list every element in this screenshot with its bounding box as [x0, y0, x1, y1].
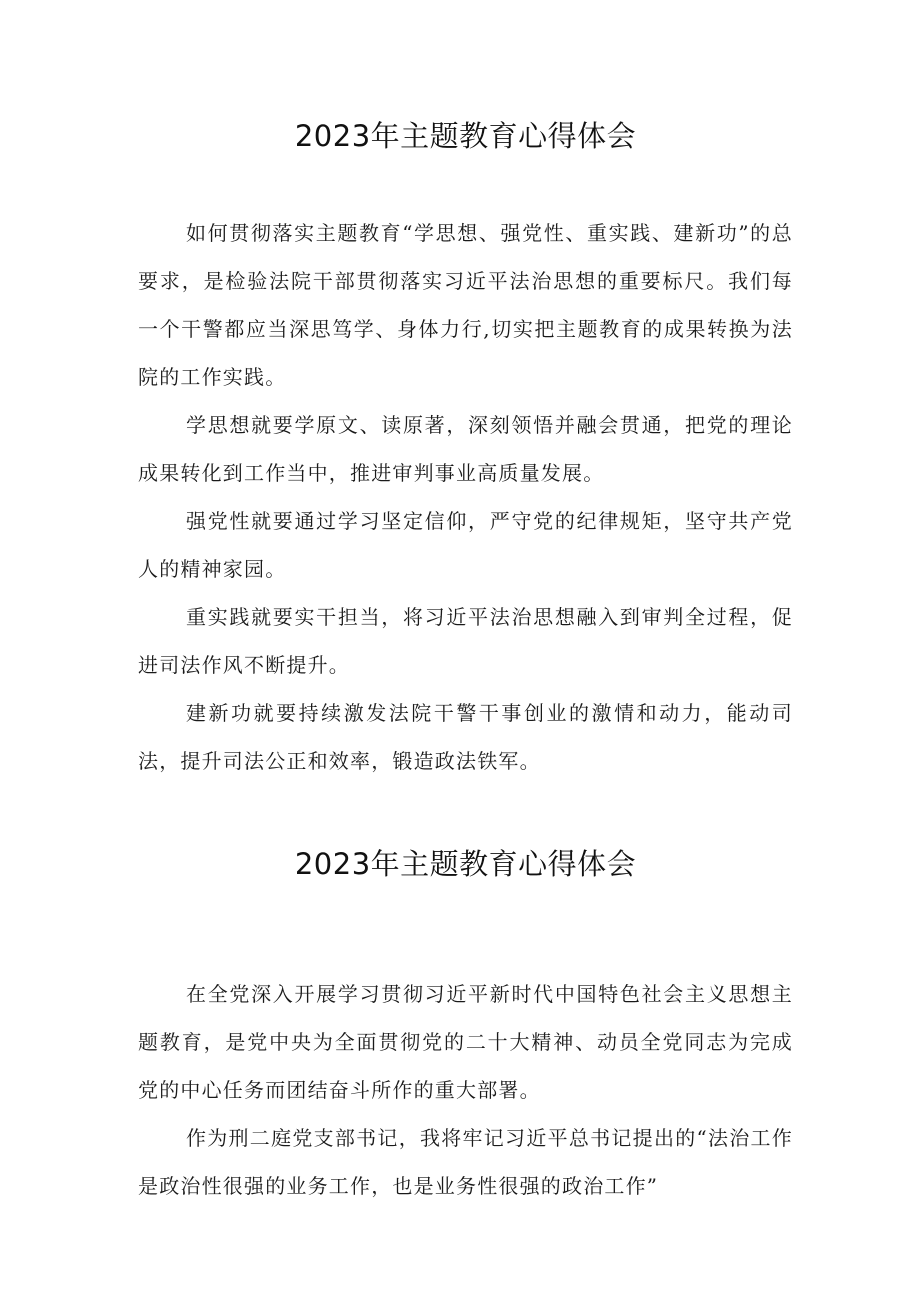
paragraph: 强党性就要通过学习坚定信仰，严守党的纪律规矩，坚守共产党人的精神家园。	[138, 509, 793, 581]
paragraph: 在全党深入开展学习贯彻习近平新时代中国特色社会主义思想主题教育，是党中央为全面贯彻党的二十大精神、动员全党同志为完成党的中心任务而团结奋斗所作的重大部署。	[138, 982, 793, 1102]
paragraph: 学思想就要学原文、读原著，深刻领悟并融会贯通，把党的理论成果转化到工作当中，推进审判事业高质量发展。	[138, 413, 793, 485]
document-title: 2023年主题教育心得体会	[294, 119, 637, 153]
paragraph: 如何贯彻落实主题教育“学思想、强党性、重实践、建新功”的总要求，是检验法院干部贯彻落实习近平法治思想的重要标尺。我们每一个干警都应当深思笃学、身体力行,切实把主题教育的成果转换为法院的工作实践。	[138, 221, 793, 389]
document-section-1	[138, 112, 793, 785]
paragraph: 重实践就要实干担当，将习近平法治思想融入到审判全过程，促进司法作风不断提升。	[138, 605, 793, 677]
paragraph: 建新功就要持续激发法院干警干事创业的激情和动力，能动司法，提升司法公正和效率，锻造政法铁军。	[138, 701, 793, 773]
document-title: 2023年主题教育心得体会	[294, 847, 637, 881]
document-section-2	[138, 840, 793, 1210]
paragraph: 作为刑二庭党支部书记，我将牢记习近平总书记提出的“法治工作是政治性很强的业务工作，也是业务性很强的政治工作”	[138, 1126, 793, 1198]
